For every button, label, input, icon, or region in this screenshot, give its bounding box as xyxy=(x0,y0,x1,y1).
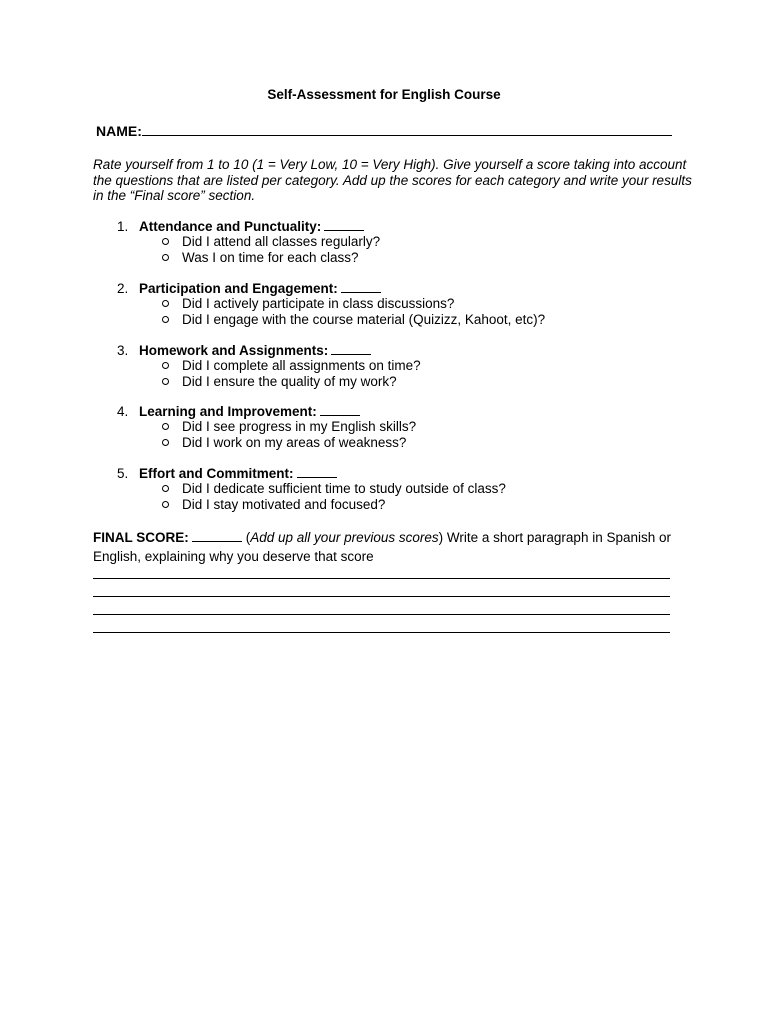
writing-line[interactable] xyxy=(93,578,670,579)
circle-bullet-icon xyxy=(162,501,169,508)
category-title: Learning and Improvement: xyxy=(139,404,317,419)
instructions-text-1: Rate yourself from 1 to 10 (1 = Very Low, 10 = Very High). Give yourself a score taking into account the questions that are listed per category. Add up the scores for each category and write your results in the xyxy=(93,157,692,203)
category-score-blank[interactable] xyxy=(320,403,360,416)
question-item xyxy=(162,435,406,450)
instructions-text-2: section. xyxy=(204,188,256,203)
name-row xyxy=(96,122,672,139)
category-title: Attendance and Punctuality: xyxy=(139,219,322,234)
instructions-quote: “Final score” xyxy=(129,188,205,203)
question-text: Did I ensure the quality of my work? xyxy=(182,374,397,389)
category-title: Effort and Commitment: xyxy=(139,466,294,481)
document-title: Self-Assessment for English Course xyxy=(267,87,501,102)
category-heading xyxy=(117,403,360,419)
circle-bullet-icon xyxy=(162,423,169,430)
circle-bullet-icon xyxy=(162,485,169,492)
writing-line[interactable] xyxy=(93,596,670,597)
category-heading xyxy=(117,465,337,481)
category-title: Homework and Assignments: xyxy=(139,343,329,358)
question-item xyxy=(162,419,416,434)
name-blank-line[interactable] xyxy=(142,122,672,136)
question-item xyxy=(162,497,385,512)
instructions xyxy=(93,157,693,204)
category-number: 5. xyxy=(117,466,129,481)
category-score-blank[interactable] xyxy=(331,342,371,355)
category-number: 3. xyxy=(117,343,129,358)
question-text: Did I attend all classes regularly? xyxy=(182,234,381,249)
circle-bullet-icon xyxy=(162,238,169,245)
question-item xyxy=(162,481,506,496)
final-score-label: FINAL SCORE: xyxy=(93,530,189,545)
circle-bullet-icon xyxy=(162,316,169,323)
category-score-blank[interactable] xyxy=(297,465,337,478)
question-item xyxy=(162,234,380,249)
question-item xyxy=(162,374,397,389)
question-item xyxy=(162,312,545,327)
category-heading xyxy=(117,218,364,234)
category-score-blank[interactable] xyxy=(324,218,364,231)
category-number: 1. xyxy=(117,219,129,234)
question-item xyxy=(162,250,359,265)
category-number: 2. xyxy=(117,281,129,296)
writing-line[interactable] xyxy=(93,614,670,615)
circle-bullet-icon xyxy=(162,439,169,446)
question-text: Did I engage with the course material (Quizizz, Kahoot, etc)? xyxy=(182,312,546,327)
final-score-note: Add up all your previous scores xyxy=(250,530,439,545)
circle-bullet-icon xyxy=(162,254,169,261)
final-open-paren: ( xyxy=(245,530,251,545)
category-score-blank[interactable] xyxy=(341,280,381,293)
writing-line[interactable] xyxy=(93,632,670,633)
category-number: 4. xyxy=(117,404,129,419)
question-text: Did I see progress in my English skills? xyxy=(182,419,417,434)
category-heading xyxy=(117,342,371,358)
question-text: Was I on time for each class? xyxy=(182,250,359,265)
question-item xyxy=(162,358,421,373)
final-score-section xyxy=(93,528,673,566)
category-heading xyxy=(117,280,381,296)
final-score-blank[interactable] xyxy=(192,529,242,542)
final-score-instruction: Write a short paragraph in Spanish or English, explaining why you deserve that score xyxy=(93,530,671,564)
final-close-paren: ) xyxy=(438,530,444,545)
question-text: Did I dedicate sufficient time to study outside of class? xyxy=(182,481,506,496)
question-text: Did I complete all assignments on time? xyxy=(182,358,421,373)
category-title: Participation and Engagement: xyxy=(139,281,338,296)
name-label: NAME: xyxy=(96,123,142,139)
question-text: Did I work on my areas of weakness? xyxy=(182,435,407,450)
circle-bullet-icon xyxy=(162,300,169,307)
question-text: Did I stay motivated and focused? xyxy=(182,497,386,512)
question-text: Did I actively participate in class discussions? xyxy=(182,296,455,311)
question-item xyxy=(162,296,454,311)
circle-bullet-icon xyxy=(162,362,169,369)
circle-bullet-icon xyxy=(162,378,169,385)
